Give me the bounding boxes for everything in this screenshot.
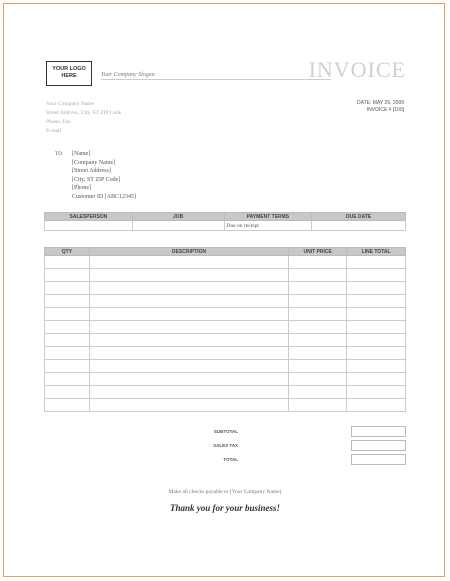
line-total-cell[interactable] bbox=[347, 386, 406, 399]
unit-price-cell[interactable] bbox=[289, 386, 347, 399]
qty-cell[interactable] bbox=[45, 269, 90, 282]
logo-line-1: YOUR LOGO bbox=[52, 66, 86, 72]
line-item-row bbox=[45, 295, 406, 308]
line-item-row bbox=[45, 347, 406, 360]
invoice-date: DATE: MAY 26, 2009 bbox=[357, 100, 404, 106]
description-cell[interactable] bbox=[89, 399, 288, 412]
bill-to-phone: [Phone] bbox=[72, 185, 91, 192]
bill-to-block bbox=[72, 150, 136, 202]
invoice-title: INVOICE bbox=[308, 57, 406, 82]
sales-tax-value[interactable] bbox=[351, 440, 406, 451]
subtotal-value[interactable] bbox=[351, 426, 406, 437]
description-cell[interactable] bbox=[89, 373, 288, 386]
order-info-row bbox=[45, 221, 406, 231]
line-total-cell[interactable] bbox=[347, 399, 406, 412]
unit-price-cell[interactable] bbox=[289, 373, 347, 386]
unit-price-cell[interactable] bbox=[289, 256, 347, 269]
description-cell[interactable] bbox=[89, 308, 288, 321]
header-salesperson: SALESPERSON bbox=[45, 213, 133, 221]
bill-to-customer-id: Customer ID [ABC12345] bbox=[72, 193, 136, 200]
line-total-cell[interactable] bbox=[347, 347, 406, 360]
logo-placeholder bbox=[46, 61, 92, 86]
qty-cell[interactable] bbox=[45, 295, 90, 308]
qty-cell[interactable] bbox=[45, 334, 90, 347]
line-total-cell[interactable] bbox=[347, 308, 406, 321]
line-total-cell[interactable] bbox=[347, 321, 406, 334]
line-item-row bbox=[45, 373, 406, 386]
header-description: DESCRIPTION bbox=[89, 248, 288, 256]
line-total-cell[interactable] bbox=[347, 295, 406, 308]
description-cell[interactable] bbox=[89, 282, 288, 295]
order-info-table bbox=[44, 212, 406, 231]
line-item-row bbox=[45, 360, 406, 373]
description-cell[interactable] bbox=[89, 334, 288, 347]
due-date-cell[interactable] bbox=[312, 221, 406, 231]
qty-cell[interactable] bbox=[45, 282, 90, 295]
line-item-row bbox=[45, 308, 406, 321]
company-email: E-mail bbox=[46, 128, 61, 134]
line-total-cell[interactable] bbox=[347, 269, 406, 282]
to-label: TO bbox=[55, 151, 63, 157]
description-cell[interactable] bbox=[89, 360, 288, 373]
line-total-cell[interactable] bbox=[347, 282, 406, 295]
line-item-row bbox=[45, 269, 406, 282]
bill-to-city: [City, ST ZIP Code] bbox=[72, 176, 121, 183]
total-label: TOTAL bbox=[223, 457, 238, 462]
job-cell[interactable] bbox=[132, 221, 224, 231]
line-total-cell[interactable] bbox=[347, 334, 406, 347]
line-items-body bbox=[45, 256, 406, 412]
subtotal-label: SUBTOTAL bbox=[213, 429, 238, 434]
line-item-row bbox=[45, 334, 406, 347]
qty-cell[interactable] bbox=[45, 347, 90, 360]
company-name: Your Company Name bbox=[46, 101, 95, 107]
qty-cell[interactable] bbox=[45, 386, 90, 399]
unit-price-cell[interactable] bbox=[289, 334, 347, 347]
description-cell[interactable] bbox=[89, 295, 288, 308]
sales-tax-label: SALES TAX bbox=[213, 443, 238, 448]
line-item-row bbox=[45, 399, 406, 412]
bill-to-name: [Name] bbox=[72, 151, 91, 157]
qty-cell[interactable] bbox=[45, 256, 90, 269]
description-cell[interactable] bbox=[89, 256, 288, 269]
header-line-total: LINE TOTAL bbox=[347, 248, 406, 256]
line-item-row bbox=[45, 282, 406, 295]
header-job: JOB bbox=[132, 213, 224, 221]
line-total-cell[interactable] bbox=[347, 360, 406, 373]
invoice-meta bbox=[357, 100, 404, 114]
thank-you-note: Thank you for your business! bbox=[169, 503, 281, 513]
payable-note: Make all checks payable to [Your Company Name] bbox=[168, 489, 282, 495]
qty-cell[interactable] bbox=[45, 321, 90, 334]
logo-line-2: HERE bbox=[61, 73, 77, 79]
payment-terms-cell[interactable]: Due on receipt bbox=[224, 221, 312, 231]
salesperson-cell[interactable] bbox=[45, 221, 133, 231]
unit-price-cell[interactable] bbox=[289, 321, 347, 334]
qty-cell[interactable] bbox=[45, 373, 90, 386]
unit-price-cell[interactable] bbox=[289, 282, 347, 295]
line-item-row bbox=[45, 386, 406, 399]
description-cell[interactable] bbox=[89, 269, 288, 282]
unit-price-cell[interactable] bbox=[289, 360, 347, 373]
line-item-row bbox=[45, 321, 406, 334]
line-items-table bbox=[44, 247, 406, 412]
unit-price-cell[interactable] bbox=[289, 347, 347, 360]
qty-cell[interactable] bbox=[45, 360, 90, 373]
company-address: Street Address, City, ST ZIP Code bbox=[46, 110, 122, 116]
unit-price-cell[interactable] bbox=[289, 308, 347, 321]
bill-to-street: [Street Address] bbox=[72, 168, 111, 175]
header-unit-price: UNIT PRICE bbox=[289, 248, 347, 256]
qty-cell[interactable] bbox=[45, 308, 90, 321]
unit-price-cell[interactable] bbox=[289, 269, 347, 282]
unit-price-cell[interactable] bbox=[289, 295, 347, 308]
qty-cell[interactable] bbox=[45, 399, 90, 412]
total-value[interactable] bbox=[351, 454, 406, 465]
unit-price-cell[interactable] bbox=[289, 399, 347, 412]
header-qty: QTY bbox=[45, 248, 90, 256]
line-total-cell[interactable] bbox=[347, 373, 406, 386]
description-cell[interactable] bbox=[89, 321, 288, 334]
header-payment-terms: PAYMENT TERMS bbox=[224, 213, 312, 221]
line-item-row bbox=[45, 256, 406, 269]
bill-to-company: [Company Name] bbox=[72, 159, 116, 166]
description-cell[interactable] bbox=[89, 386, 288, 399]
invoice-number: INVOICE # [100] bbox=[366, 107, 404, 113]
company-info bbox=[46, 100, 121, 136]
company-slogan: Your Company Slogan bbox=[101, 72, 331, 80]
line-total-cell[interactable] bbox=[347, 256, 406, 269]
company-phone: Phone, Fax bbox=[46, 119, 71, 125]
description-cell[interactable] bbox=[89, 347, 288, 360]
header-due-date: DUE DATE bbox=[312, 213, 406, 221]
